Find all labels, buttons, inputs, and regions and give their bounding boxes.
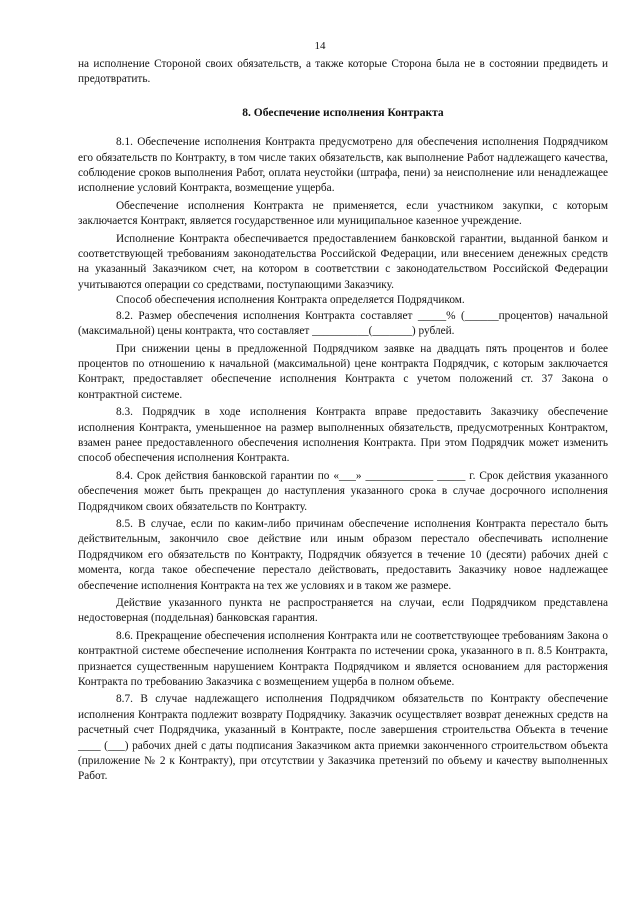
paragraph-8-5: 8.5. В случае, если по каким-либо причинам обеспечение исполнения Контракта перестало быть действительным, закончило свое действие или иным образом перестало обеспечивать исполнение Подрядчиком его обязательств по Контракту, Подрядчик обязуется в течение 10 (десяти) рабочих дней с момента, когда такое обеспечение перестало действовать, предоставить Заказчику новое надлежащее обеспечение исполнения Контракта на тех же условиях и в таком же размере. bbox=[78, 517, 608, 592]
paragraph-8-7: 8.7. В случае надлежащего исполнения Подрядчиком обязательств по Контракту обеспечение исполнения Контракта подлежит возврату Подрядчику. Заказчик осуществляет возврат денежных средств на расчетный счет Подрядчика, указанный в Контракте, после завершения строительства Объекта в течение ____ (___) рабочих дней с даты подписания Заказчиком акта приемки законченного строительством объекта (приложение № 2 к Контракту), при отсутствии у Заказчика претензий по объему и качеству выполненных Работ. bbox=[78, 693, 608, 783]
document-body bbox=[78, 57, 608, 785]
paragraph-8-6: 8.6. Прекращение обеспечения исполнения Контракта или не соответствующее требованиям Закона о контрактной системе обеспечение исполнения Контракта по истечении срока, указанного в п. 8.5 Контракта, признается существенным нарушением Контракта Подрядчиком и является основанием для расторжения Контракта по требованию Заказчика с возмещением ущерба в полном объеме. bbox=[78, 629, 608, 689]
paragraph-8-2-reduction: При снижении цены в предложенной Подрядчиком заявке на двадцать пять процентов и более процентов по отношению к начальной (максимальной) цене контракта Подрядчик, с которым заключается Контракт, предоставляет обеспечение исполнения Контракта с учетом положений ст. 37 Закона о контрактной системе. bbox=[78, 342, 608, 401]
paragraph-8-1: 8.1. Обеспечение исполнения Контракта предусмотрено для обеспечения исполнения Подрядчиком его обязательств по Контракту, в том числе таких обязательств, как выполнение Работ надлежащего качества, соблюдение сроков выполнения Работ, оплата неустойки (штрафа, пени) за неисполнение или ненадлежащее исполнение условий Контракта, возмещение ущерба. bbox=[78, 136, 608, 195]
paragraph-8-5-note: Действие указанного пункта не распространяется на случаи, если Подрядчиком представлена недостоверная (поддельная) банковская гарантия. bbox=[78, 597, 608, 625]
paragraph-8-2: 8.2. Размер обеспечения исполнения Контракта составляет _____% (______процентов) начальной (максимальной) цены контракта, что составляет __________(_______) рублей. bbox=[78, 309, 608, 338]
intro-paragraph: на исполнение Стороной своих обязательств, а также которые Сторона была не в состоянии предвидеть и предотвратить. bbox=[78, 58, 608, 86]
paragraph-8-1-methods: Исполнение Контракта обеспечивается предоставлением банковской гарантии, выданной банком и соответствующей требованиям законодательства Российской Федерации, или внесением денежных средств на указанный Заказчиком счет, на котором в соответствии с законодательством Российской Федерации учитываются операции со средствами, поступающими Заказчику. bbox=[78, 232, 608, 291]
paragraph-8-1-choice: Способ обеспечения исполнения Контракта определяется Подрядчиком. bbox=[116, 294, 465, 307]
section-title: 8. Обеспечение исполнения Контракта bbox=[242, 106, 444, 119]
page-number: 14 bbox=[314, 40, 326, 52]
paragraph-8-1-exception: Обеспечение исполнения Контракта не применяется, если участником закупки, с которым заключается Контракт, является государственное или муниципальное казенное учреждение. bbox=[78, 199, 608, 228]
paragraph-8-3: 8.3. Подрядчик в ходе исполнения Контракта вправе предоставить Заказчику обеспечение исполнения Контракта, уменьшенное на размер выполненных обязательств, предусмотренных Контрактом, взамен ранее предоставленного обеспечения исполнения Контракта. При этом Подрядчик может изменить способ обеспечения исполнения Контракта. bbox=[78, 406, 608, 465]
paragraph-8-4: 8.4. Срок действия банковской гарантии по «___» ____________ _____ г. Срок действия указанного обеспечения может быть прекращен до наступления указанного срока в случае досрочного исполнения Подрядчиком своих обязательств по Контракту. bbox=[78, 469, 608, 513]
